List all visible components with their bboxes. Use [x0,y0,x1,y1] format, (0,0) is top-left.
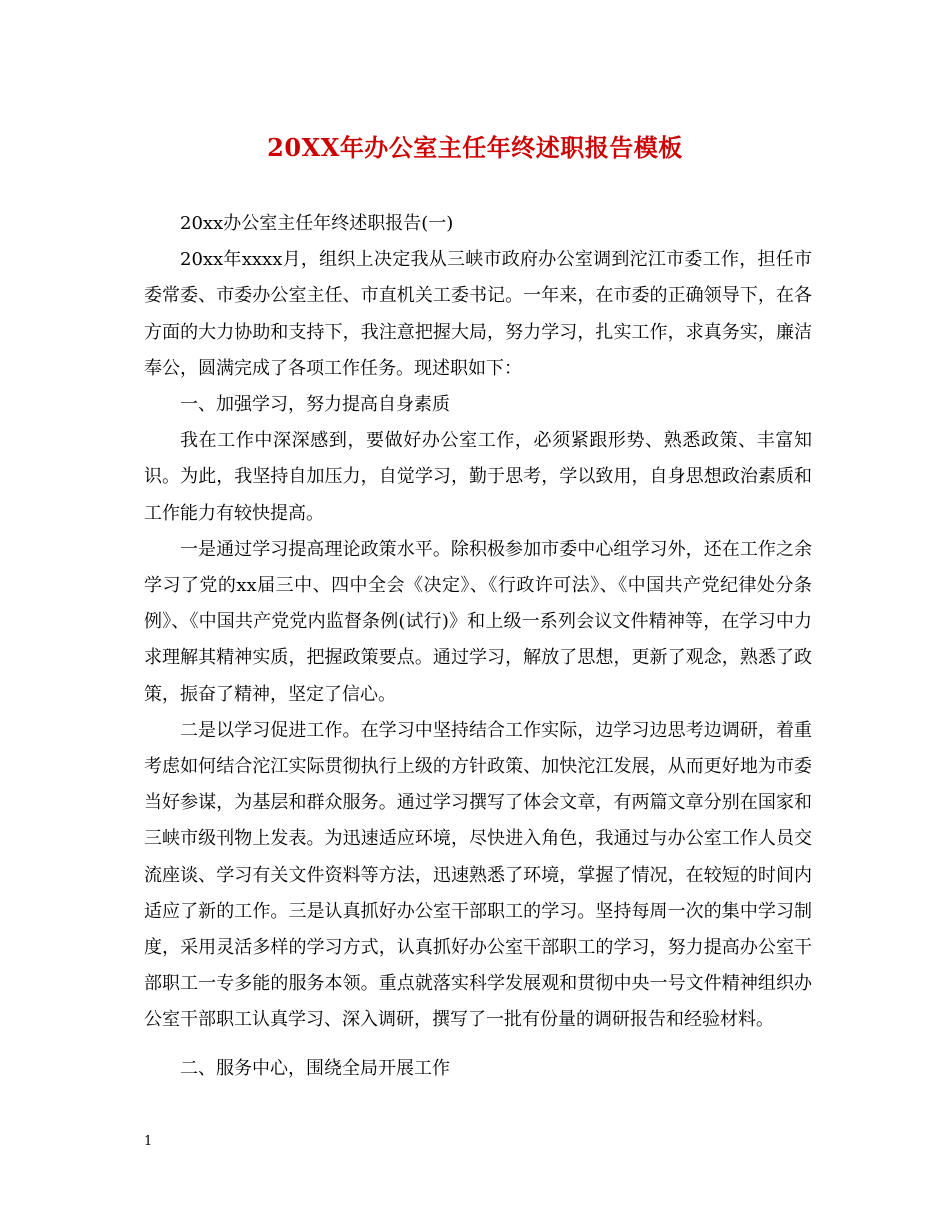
section-heading-2: 二、服务中心，围绕全局开展工作 [180,1057,450,1079]
body-paragraph: 一是通过学习提高理论政策水平。除积极参加市委中心组学习外，还在工作之余学习了党的xx届三中、四中全会《决定》、《行政许可法》、《中国共产党纪律处分条例》、《中国共产党党内监督条例(试行)》和上级一系列会议文件精神等，在学习中力求理解其精神实质，把握政策要点。通过学习，解放了思想，更新了观念，熟悉了政策，振奋了精神，坚定了信心。 [144,538,812,705]
section-heading-1: 一、加强学习，努力提高自身素质 [180,394,450,416]
intro-paragraph: 20xx年xxxx月，组织上决定我从三峡市政府办公室调到沱江市委工作，担任市委常委、市委办公室主任、市直机关工委书记。一年来，在市委的正确领导下，在各方面的大力协助和支持下，我注意把握大局，努力学习，扎实工作，求真务实，廉洁奉公，圆满完成了各项工作任务。现述职如下： [144,249,812,379]
body-paragraph: 二是以学习促进工作。在学习中坚持结合工作实际，边学习边思考边调研，着重考虑如何结合沱江实际贯彻执行上级的方针政策、加快沱江发展，从而更好地为市委当好参谋，为基层和群众服务。通过学习撰写了体会文章，有两篇文章分别在国家和三峡市级刊物上发表。为迅速适应环境，尽快进入角色，我通过与办公室工作人员交流座谈、学习有关文件资料等方法，迅速熟悉了环境，掌握了情况，在较短的时间内适应了新的工作。三是认真抓好办公室干部职工的学习。坚持每周一次的集中学习制度，采用灵活多样的学习方式，认真抓好办公室干部职工的学习，努力提高办公室干部职工一专多能的服务本领。重点就落实科学发展观和贯彻中央一号文件精神组织办公室干部职工认真学习、深入调研，撰写了一批有份量的调研报告和经验材料。 [144,719,812,1031]
document-title: 20XX年办公室主任年终述职报告模板 [267,133,683,162]
report-subtitle: 20xx办公室主任年终述职报告(一) [180,213,454,234]
document-body [144,206,812,1087]
body-paragraph: 我在工作中深深感到，要做好办公室工作，必须紧跟形势、熟悉政策、丰富知识。为此，我坚持自加压力，自觉学习，勤于思考，学以致用，自身思想政治素质和工作能力有较快提高。 [144,430,812,524]
page-number: 1 [144,1134,153,1149]
